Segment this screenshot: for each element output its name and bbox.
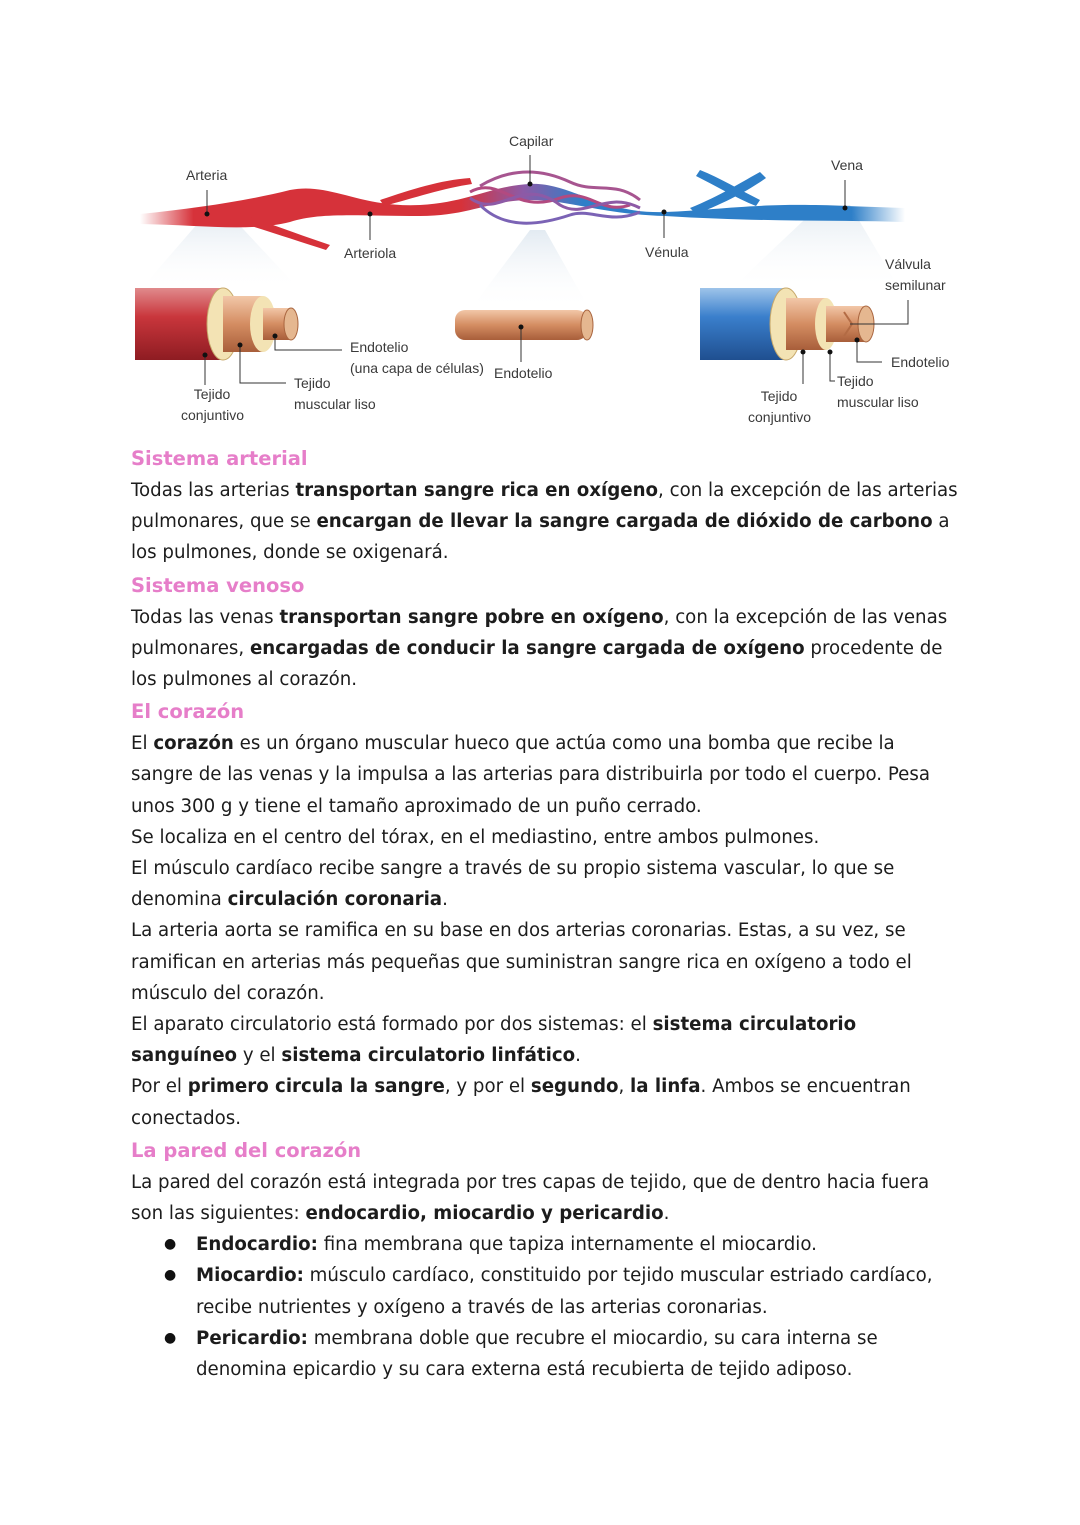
label-endotelio-arteria-line2: (una capa de células)	[350, 360, 484, 376]
label-tejido-conjuntivo-arteria-line2: conjuntivo	[181, 407, 245, 423]
paragraph-pared-corazon: La pared del corazón está integrada por tres capas de tejido, que de dentro hacia fuera son las siguientes: endocardio, miocardio y pericardio.	[131, 1171, 930, 1225]
label-tejido-muscular-vena-line1: Tejido	[837, 373, 874, 389]
label-arteriola: Arteriola	[344, 245, 397, 261]
label-tejido-muscular-arteria-line2: muscular liso	[294, 396, 376, 412]
paragraph-sangre-linfa: Por el primero circula la sangre, y por el segundo, la linfa. Ambos se encuentran conectados.	[131, 1076, 911, 1129]
label-venula: Vénula	[645, 244, 689, 260]
heading-sistema-venoso: Sistema venoso	[131, 573, 305, 597]
label-endotelio-arteria-line1: Endotelio	[350, 339, 409, 355]
label-tejido-muscular-arteria-line1: Tejido	[294, 375, 331, 391]
paragraph-arterial: Todas las arterias transportan sangre rica en oxígeno, con la excepción de las arterias pulmonares, que se encargan de llevar la sangre cargada de dióxido de carbono a los pulmones, donde se oxigenará.	[131, 480, 958, 564]
label-tejido-conjuntivo-vena-line1: Tejido	[760, 388, 798, 404]
list-item-endocardio: ● Endocardio: fina membrana que tapiza internamente el miocardio.	[196, 1229, 961, 1260]
heading-sistema-arterial: Sistema arterial	[131, 447, 308, 470]
label-valvula-line2: semilunar	[885, 277, 946, 293]
label-vena: Vena	[831, 157, 863, 173]
label-arteria: Arteria	[186, 167, 228, 183]
label-valvula-line1: Válvula	[885, 256, 931, 272]
list-item-miocardio: ● Miocardio: músculo cardíaco, constituido por tejido muscular estriado cardíaco, recibe nutrientes y oxígeno a través de las arterias coronarias.	[196, 1260, 961, 1322]
heading-el-corazon: El corazón	[131, 700, 245, 724]
label-tejido-conjuntivo-vena-line2: conjuntivo	[748, 409, 812, 425]
capas-corazon-list	[131, 1229, 961, 1385]
label-tejido-muscular-vena-line2: muscular liso	[837, 394, 919, 410]
paragraph-circulacion-coronaria: El músculo cardíaco recibe sangre a través de su propio sistema vascular, lo que se denomina circulación coronaria.	[131, 858, 895, 911]
paragraph-venoso: Todas las venas transportan sangre pobre en oxígeno, con la excepción de las venas pulmonares, encargadas de conducir la sangre cargada de oxígeno procedente de los pulmones al corazón.	[131, 606, 948, 691]
label-capilar: Capilar	[509, 133, 554, 149]
paragraph-arterias-coronarias: La arteria aorta se ramifica en su base en dos arterias coronarias. Estas, a su vez, se ramifican en arterias más pequeñas que suministran sangre rica en oxígeno a todo el músculo del corazón.	[131, 920, 912, 1004]
paragraph-corazon-localizacion: Se localiza en el centro del tórax, en el mediastino, entre ambos pulmones.	[131, 826, 820, 848]
paragraph-corazon-definicion: El corazón es un órgano muscular hueco que actúa como una bomba que recibe la sangre de las venas y la impulsa a las arterias para distribuirla por todo el cuerpo. Pesa unos 300 g y tiene el tamaño aproximado de un puño cerrado.	[131, 733, 930, 817]
paragraph-aparato-circulatorio: El aparato circulatorio está formado por dos sistemas: el sistema circulatorio sanguíneo y el sistema circulatorio linfático.	[131, 1014, 857, 1067]
label-endotelio-vena: Endotelio	[891, 354, 950, 370]
label-endotelio-capilar: Endotelio	[494, 365, 553, 381]
document-body	[131, 442, 961, 1385]
heading-pared-corazon: La pared del corazón	[131, 1138, 362, 1162]
list-item-pericardio: ● Pericardio: membrana doble que recubre el miocardio, su cara interna se denomina epicardio y su cara externa está recubierta de tejido adiposo.	[196, 1323, 961, 1385]
label-tejido-conjuntivo-arteria-line1: Tejido	[193, 386, 231, 402]
blood-vessels-diagram	[0, 0, 1080, 440]
